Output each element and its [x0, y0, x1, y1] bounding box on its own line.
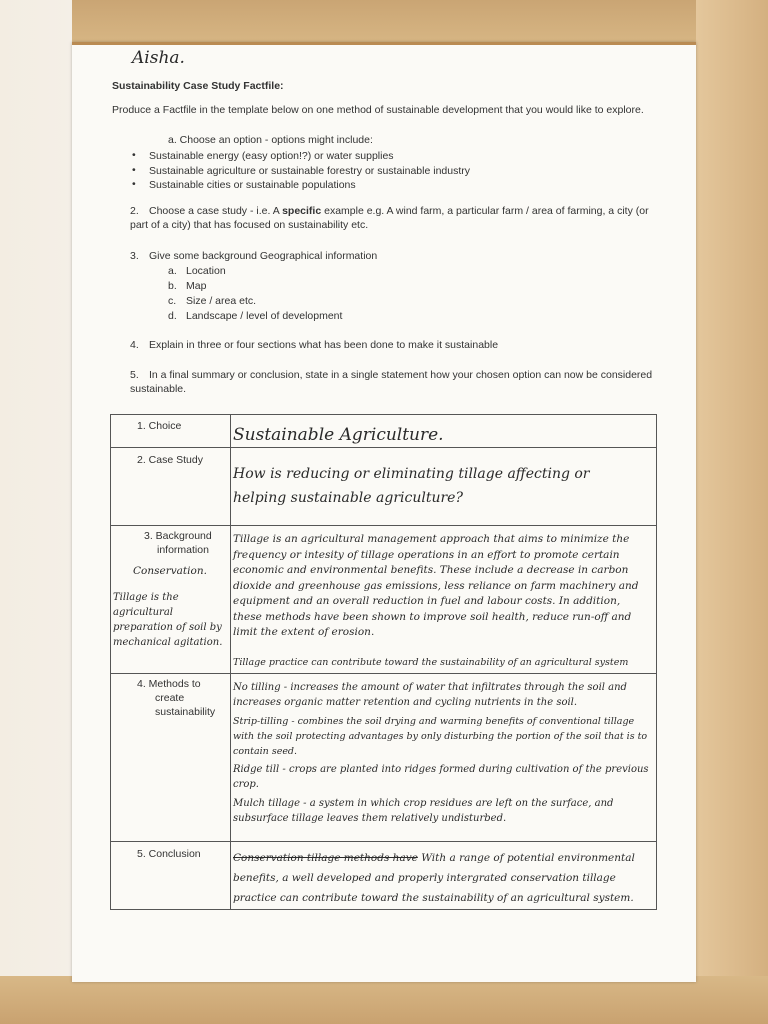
conclusion-text: With a range of potential environmental benefits, a well developed and properly intergrated conservation tillage practice can contribute toward the sustainability of an agricultural system.	[233, 852, 635, 904]
sub-text: Size / area etc.	[186, 295, 257, 307]
sub-text: Map	[186, 280, 207, 292]
case-study-label: 2. Case Study	[137, 454, 203, 466]
method-item[interactable]: Ridge till - crops are planted into ridges formed during cultivation of the previous crop.	[233, 764, 649, 790]
background-answer-last-line[interactable]: Tillage practice can contribute toward the sustainability of an agricultural system	[233, 657, 629, 668]
margin-note-definition: Tillage is the agricultural preparation of soil by mechanical agitation.	[113, 592, 223, 648]
sub-item	[168, 295, 256, 307]
methods-label-line1: 4. Methods to	[137, 678, 201, 690]
step-2-text-end: example e.g. A wind farm, a particular farm / area of farming, a city (or part of a city) that has focused on sustainability etc.	[130, 205, 649, 231]
step-number: 3.	[130, 250, 139, 262]
background-label-line1: 3. Background	[144, 530, 212, 542]
sub-letter: c.	[168, 295, 177, 307]
factfile-table	[110, 414, 657, 910]
desk-surface-top	[0, 0, 768, 44]
table-row-case-study	[111, 447, 656, 526]
case-study-answer[interactable]: How is reducing or eliminating tillage affecting or helping sustainable agriculture?	[233, 466, 590, 506]
step-4-text: Explain in three or four sections what has been done to make it sustainable	[149, 339, 499, 351]
step-2-text: Choose a case study - i.e. A	[149, 205, 283, 217]
table-row-conclusion	[111, 841, 656, 910]
options-list	[132, 150, 470, 194]
background-answer[interactable]: Tillage is an agricultural management approach that aims to minimize the frequency or intesity of tillage operations in an effort to promote certain economic and environmental benefits. These include a decrease in carbon dioxide and greenhouse gas emissions, less reliance on farm machinery and equipment and an overall reduction in fuel and labour costs. In addition, these methods have been shown to improve soil health, reduce run-off and limit the extent of erosion.	[233, 533, 639, 638]
method-item[interactable]: Mulch tillage - a system in which crop residues are left on the surface, and subsurface tillage leaves them relatively undisturbed.	[233, 798, 614, 824]
step-a: a. Choose an option - options might include:	[168, 134, 373, 146]
step-number: 5.	[130, 369, 139, 381]
sub-letter: d.	[168, 310, 177, 322]
sub-letter: a.	[168, 265, 177, 277]
table-row-methods	[111, 673, 656, 842]
method-item[interactable]: No tilling - increases the amount of water that infiltrates through the soil and increases organic matter retention and cycling nutrients in the soil.	[233, 682, 627, 708]
methods-label-line2: create	[155, 692, 185, 704]
step-2-bold: specific	[282, 205, 322, 217]
sub-item	[168, 265, 226, 277]
struck-text: Conservation tillage methods have	[233, 852, 418, 864]
step-5	[130, 368, 660, 396]
step-2	[130, 204, 650, 232]
step-number: 4.	[130, 339, 139, 351]
option-item: • Sustainable agriculture or sustainable forestry or sustainable industry	[132, 165, 470, 180]
option-item: • Sustainable cities or sustainable populations	[132, 179, 470, 194]
background-label-line2: information	[157, 544, 209, 556]
desk-surface-bottom	[0, 976, 768, 1024]
conclusion-label: 5. Conclusion	[137, 848, 201, 860]
choice-label: 1. Choice	[137, 420, 182, 432]
paper-top-edge	[72, 42, 696, 45]
step-3	[130, 249, 377, 263]
method-item[interactable]: Strip-tilling - combines the soil drying and warming benefits of conventional tillage with the soil protecting advantages by only disturbing the portion of the soil that is to contain seed.	[233, 716, 648, 757]
step-number: 2.	[130, 205, 139, 217]
conclusion-answer[interactable]	[233, 848, 655, 908]
step-5-text: In a final summary or conclusion, state in a single statement how your chosen option can now be considered sustainable.	[130, 369, 653, 395]
step-3-text: Give some background Geographical information	[149, 250, 378, 262]
choice-answer[interactable]: Sustainable Agriculture.	[233, 425, 444, 445]
margin-note-conservation: Conservation.	[133, 565, 207, 577]
worksheet-intro: Produce a Factfile in the template below on one method of sustainable development that you would like to explore.	[112, 104, 644, 116]
desk-surface-right	[696, 0, 768, 1024]
step-4	[130, 338, 498, 352]
student-name: Aisha.	[132, 48, 185, 68]
methods-label-line3: sustainability	[155, 706, 216, 718]
sub-text: Location	[186, 265, 226, 277]
sub-item	[168, 310, 342, 322]
background-left	[0, 0, 72, 1024]
sub-text: Landscape / level of development	[186, 310, 343, 322]
sub-item	[168, 280, 206, 292]
option-item: • Sustainable energy (easy option!?) or water supplies	[132, 150, 470, 165]
table-row-choice	[111, 415, 656, 447]
worksheet-title: Sustainability Case Study Factfile:	[112, 80, 284, 92]
sub-letter: b.	[168, 280, 177, 292]
table-row-background	[111, 525, 656, 674]
